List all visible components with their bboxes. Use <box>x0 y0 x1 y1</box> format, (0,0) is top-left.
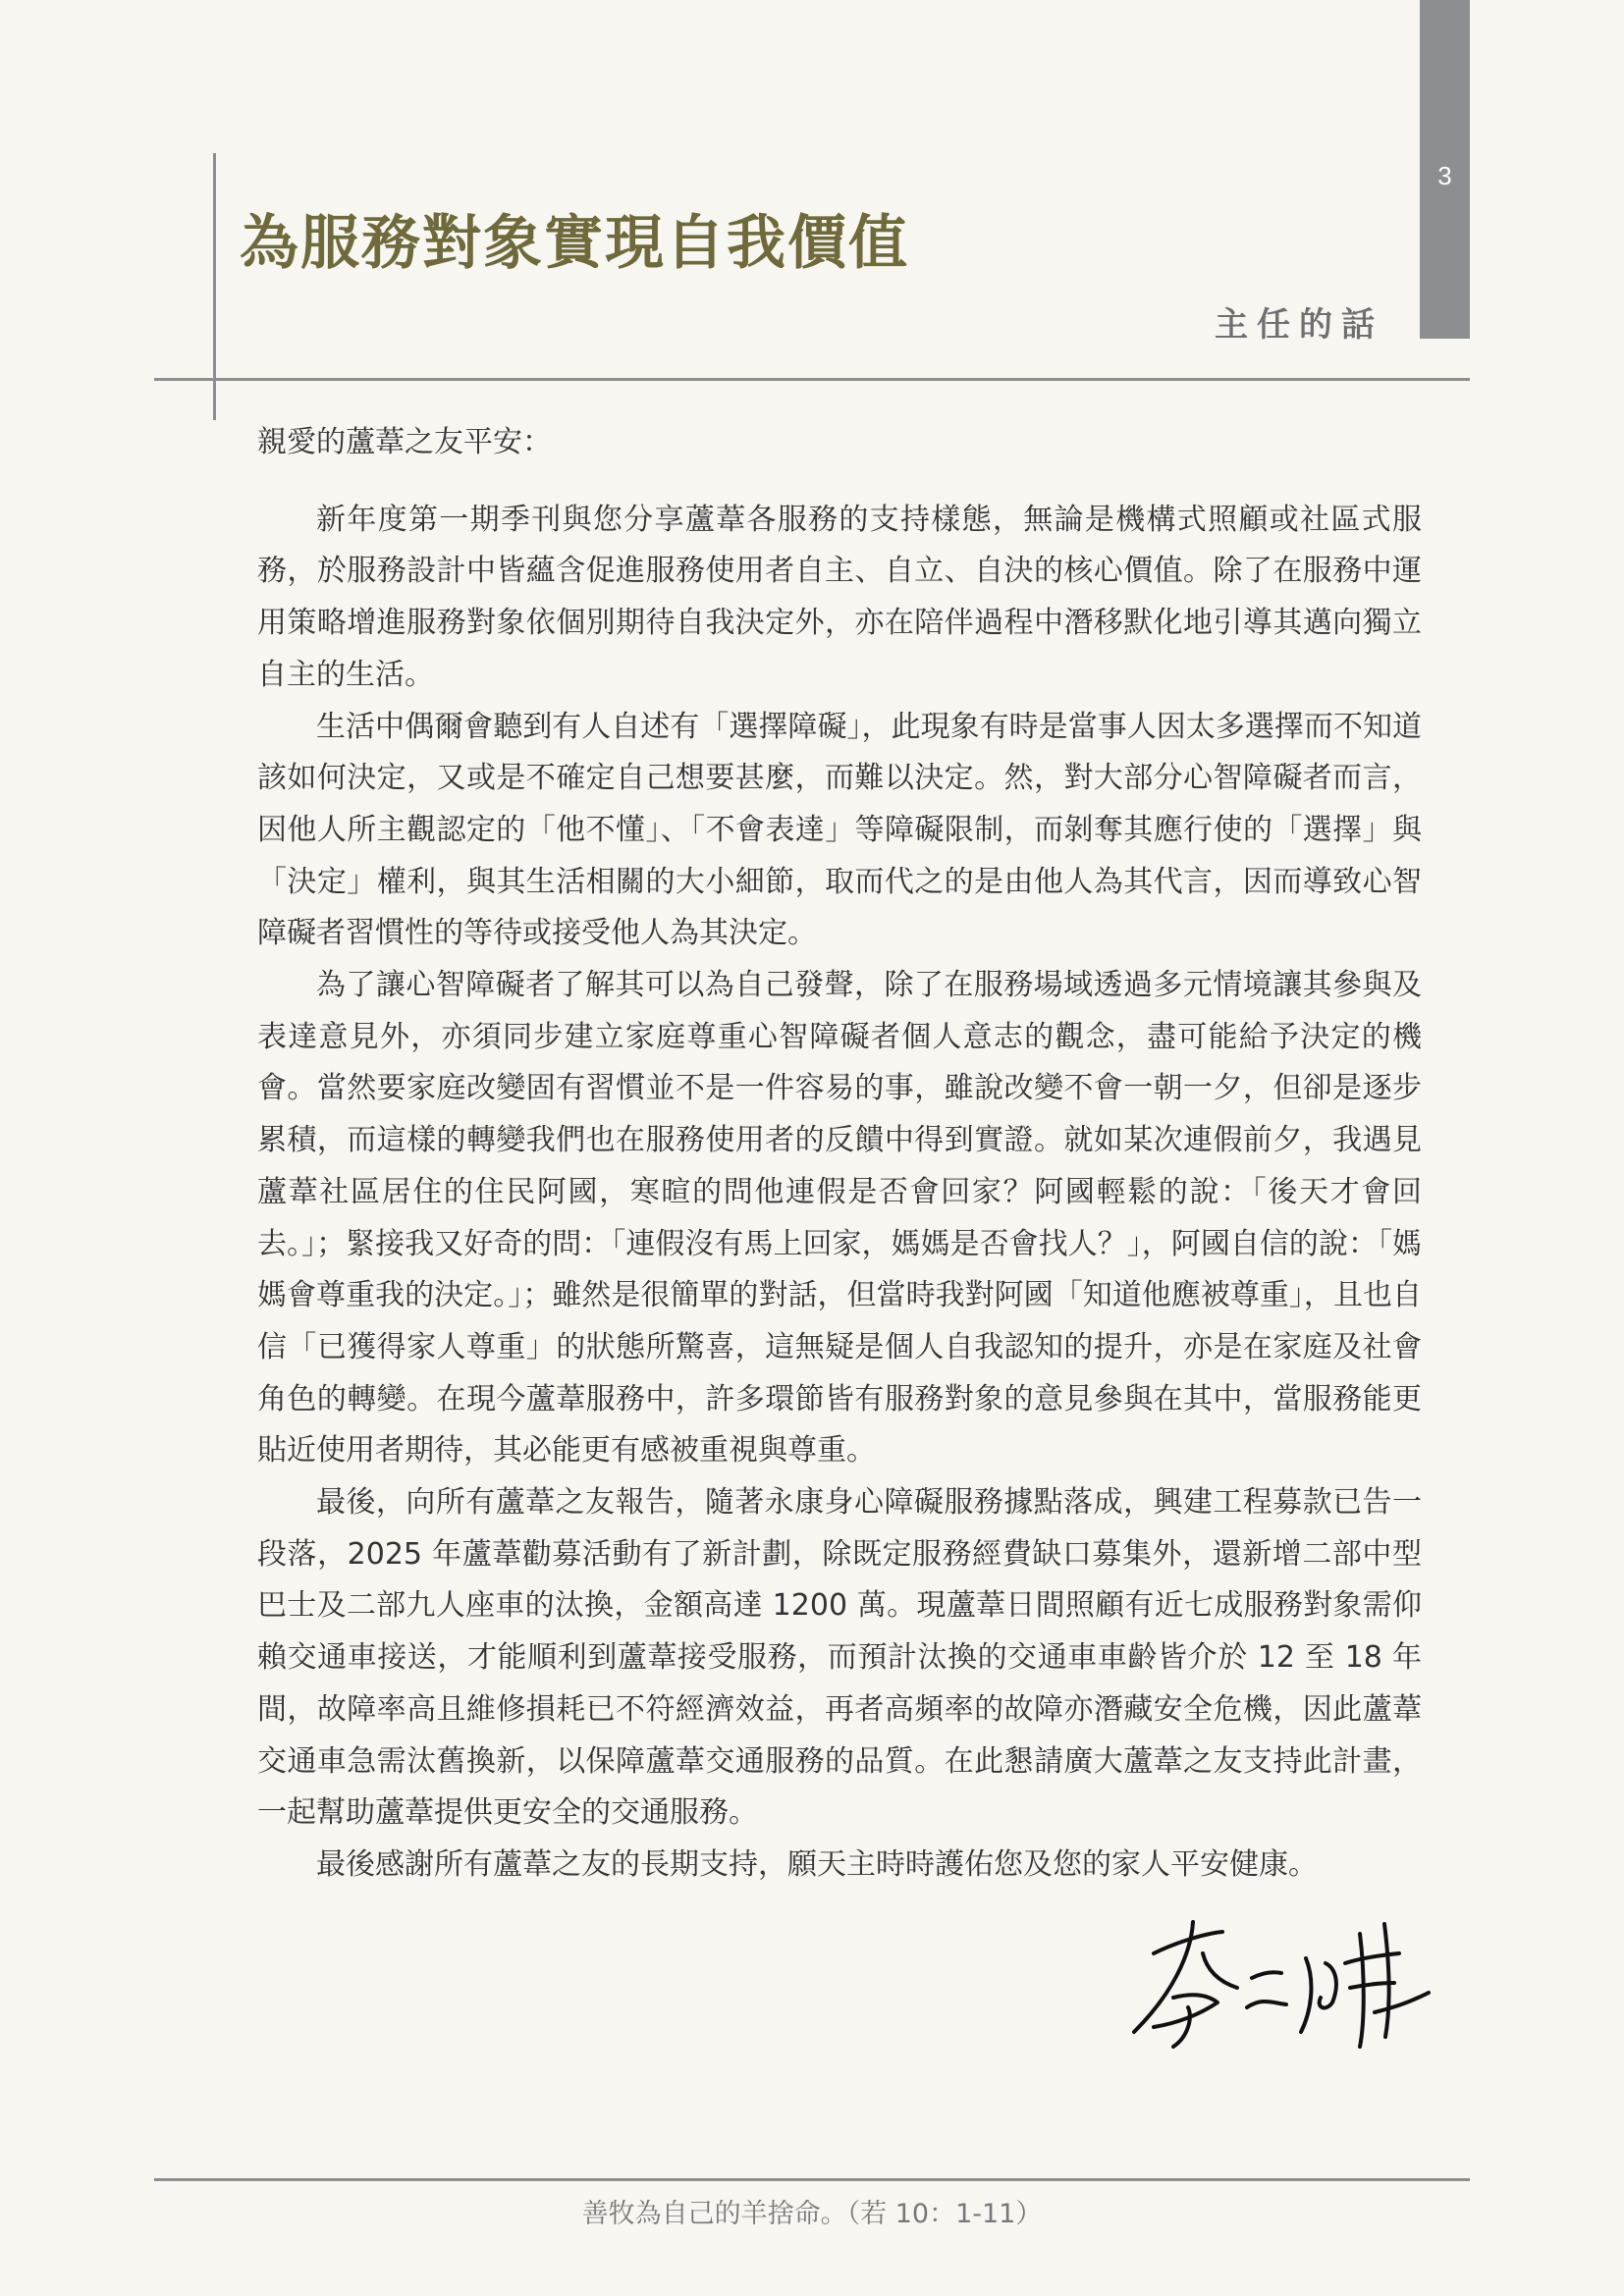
page-number: 3 <box>1437 161 1452 190</box>
letter-body <box>257 417 1422 1892</box>
letter-paragraph: 為了讓心智障礙者了解其可以為自己發聲，除了在服務場域透過多元情境讓其參與及表達意見外，亦須同步建立家庭尊重心智障礙者個人意志的觀念，盡可能給予決定的機會。當然要家庭改變固有習慣並不是一件容易的事，雖說改變不會一朝一夕，但卻是逐步累積，而這樣的轉變我們也在服務使用者的反饋中得到實證。就如某次連假前夕，我遇見蘆葦社區居住的住民阿國，寒暄的問他連假是否會回家？阿國輕鬆的說：「後天才會回去。」；緊接我又好奇的問：「連假沒有馬上回家，媽媽是否會找人？」，阿國自信的說：「媽媽會尊重我的決定。」；雖然是很簡單的對話，但當時我對阿國「知道他應被尊重」，且也自信「已獲得家人尊重」的狀態所驚喜，這無疑是個人自我認知的提升，亦是在家庭及社會角色的轉變。在現今蘆葦服務中，許多環節皆有服務對象的意見參與在其中，當服務能更貼近使用者期待，其必能更有感被重視與尊重。 <box>257 968 1422 1468</box>
page-title: 為服務對象實現自我價值 <box>240 209 909 278</box>
letter-paragraph: 生活中偶爾會聽到有人自述有「選擇障礙」，此現象有時是當事人因太多選擇而不知道該如何決定，又或是不確定自己想要甚麼，而難以決定。然，對大部分心智障礙者而言，因他人所主觀認定的「他不懂」、「不會表達」等障礙限制，而剝奪其應行使的「選擇」與「決定」權利，與其生活相關的大小細節，取而代之的是由他人為其代言，因而導致心智障礙者習慣性的等待或接受他人為其決定。 <box>257 709 1422 951</box>
footer-rule <box>154 2178 1470 2181</box>
letter-greeting: 親愛的蘆葦之友平安： <box>257 425 552 459</box>
letter-paragraph: 最後感謝所有蘆葦之友的長期支持，願天主時時護佑您及您的家人平安健康。 <box>316 1846 1318 1882</box>
letter-paragraph: 新年度第一期季刊與您分享蘆葦各服務的支持樣態，無論是機構式照顧或社區式服務，於服務設計中皆蘊含促進服務使用者自主、自立、自決的核心價值。除了在服務中運用策略增進服務對象依個別期待自我決定外，亦在陪伴過程中潛移默化地引導其邁向獨立自主的生活。 <box>257 502 1422 692</box>
handwritten-signature <box>1114 1914 1448 2052</box>
letter-paragraph: 最後，向所有蘆葦之友報告，隨著永康身心障礙服務據點落成，興建工程募款已告一段落，2025 年蘆葦勸募活動有了新計劃，除既定服務經費缺口募集外，還新增二部中型巴士及二部九人座車的汰換，金額高達 1200 萬。現蘆葦日間照顧有近七成服務對象需仰賴交通車接送，才能順利到蘆葦接受服務，而預計汰換的交通車車齡皆介於 12 至 18 年間，故障率高且維修損耗已不符經濟效益，再者高頻率的故障亦潛藏安全危機，因此蘆葦交通車急需汰舊換新，以保障蘆葦交通服務的品質。在此懇請廣大蘆葦之友支持此計畫，一起幫助蘆葦提供更安全的交通服務。 <box>257 1485 1422 1831</box>
footer-quote: 善牧為自己的羊捨命。（若 10：1-11） <box>581 2199 1043 2229</box>
header-horizontal-rule <box>154 378 1470 381</box>
section-label: 主任的話 <box>1215 305 1383 345</box>
